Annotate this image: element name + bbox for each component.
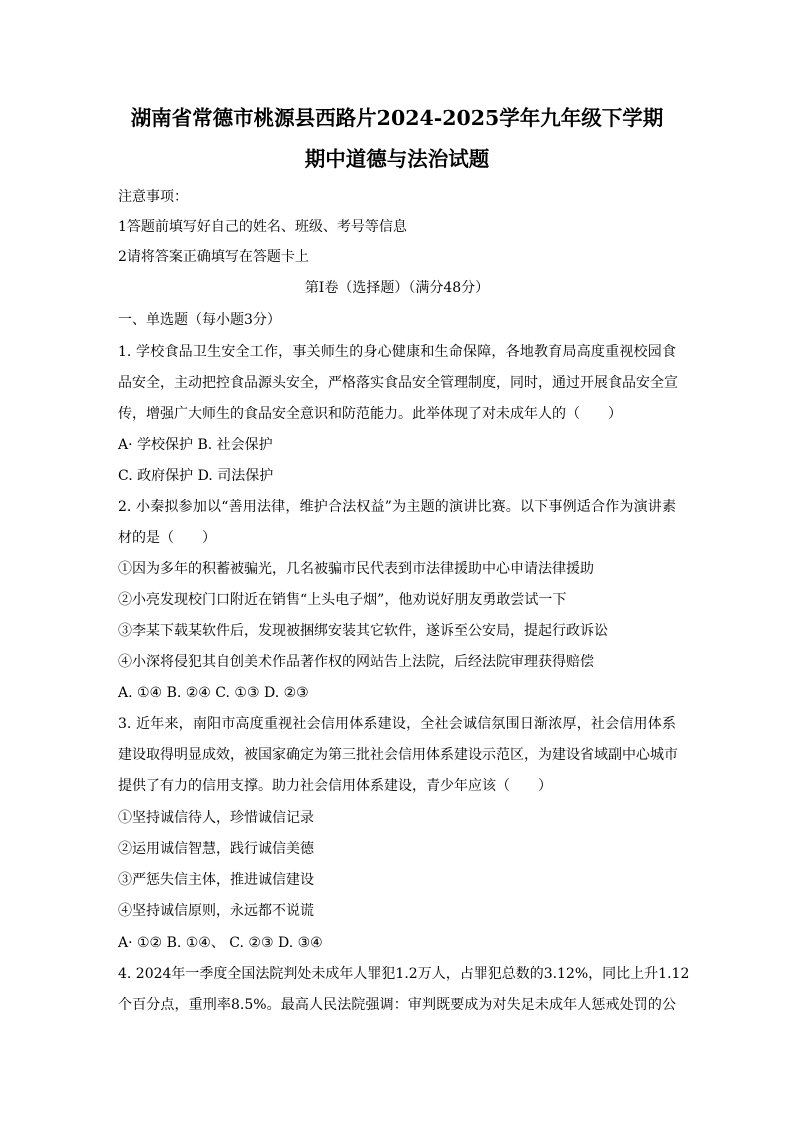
q1-options-ab: A· 学校保护 B. 社会保护 [118,437,273,453]
q1-stem-line-3: 传，增强广大师生的食品安全意识和防范能力。此举体现了对未成年人的（ ） [118,406,622,422]
q2-stem-line-1: 2. 小秦拟参加以“善用法律，维护合法权益”为主题的演讲比赛。以下事例适合作为演讲素 [118,499,676,515]
q3-statement-2: ②运用诚信智慧，践行诚信美德 [118,841,314,857]
q3-statement-1: ①坚持诚信待人，珍惜诚信记录 [118,810,314,826]
q1-options-cd: C. 政府保护 D. 司法保护 [118,468,274,484]
q2-statement-3: ③李某下载某软件后，发现被捆绑安装其它软件，遂诉至公安局，提起行政诉讼 [118,623,608,639]
exam-title-line-1: 湖南省常德市桃源县西路片2024-2025学年九年级下学期 [130,106,664,130]
q2-statement-2: ②小亮发现校门口附近在销售“上头电子烟”，他劝说好朋友勇敢尝试一下 [118,592,567,608]
q3-options: A· ①② B. ①④、 C. ②③ D. ③④ [118,935,323,951]
q3-statement-4: ④坚持诚信原则，永远都不说谎 [118,903,314,919]
q2-statement-1: ①因为多年的积蓄被骗光，几名被骗市民代表到市法律援助中心申请法律援助 [118,561,594,577]
q3-statement-3: ③严惩失信主体，推进诚信建设 [118,872,314,888]
q1-stem-line-2: 品安全，主动把控食品源头安全，严格落实食品安全管理制度，同时，通过开展食品安全宣 [118,375,678,391]
q3-stem-line-2: 建设取得明显成效，被国家确定为第三批社会信用体系建设示范区，为建设省域副中心城市 [118,747,678,763]
notice-item-1: 1答题前填写好自己的姓名、班级、考号等信息 [118,219,407,235]
q2-statement-4: ④小深将侵犯其自创美术作品著作权的网站告上法院，后经法院审理获得赔偿 [118,654,594,670]
notice-item-2: 2请将答案正确填写在答题卡上 [118,249,309,265]
q3-stem-line-1: 3. 近年来，南阳市高度重视社会信用体系建设，全社会诚信氛围日渐浓厚，社会信用体系 [118,716,676,732]
q3-stem-line-3: 提供了有力的信用支撑。助力社会信用体系建设，青少年应该（ ） [118,778,552,794]
q1-stem-line-1: 1. 学校食品卫生安全工作，事关师生的身心健康和生命保障，各地教育局高度重视校园食 [118,344,676,360]
q2-options: A. ①④ B. ②④ C. ①③ D. ②③ [118,685,309,701]
part-1-header: 第I卷（选择题）（满分48分） [304,280,490,296]
exam-title-line-2: 期中道德与法治试题 [304,147,490,171]
notice-heading: 注意事项： [118,189,188,205]
q4-stem-line-1: 4. 2024年一季度全国法院判处未成年人罪犯1.2万人，占罪犯总数的3.12%，同比上升1.12 [118,966,690,982]
section-1-header: 一、单选题（每小题3分） [118,312,281,328]
q2-stem-line-2: 材的是（ ） [118,530,216,546]
q4-stem-line-2: 个百分点，重刑率8.5%。最高人民法院强调：审判既要成为对失足未成年人惩戒处罚的公 [118,997,676,1013]
